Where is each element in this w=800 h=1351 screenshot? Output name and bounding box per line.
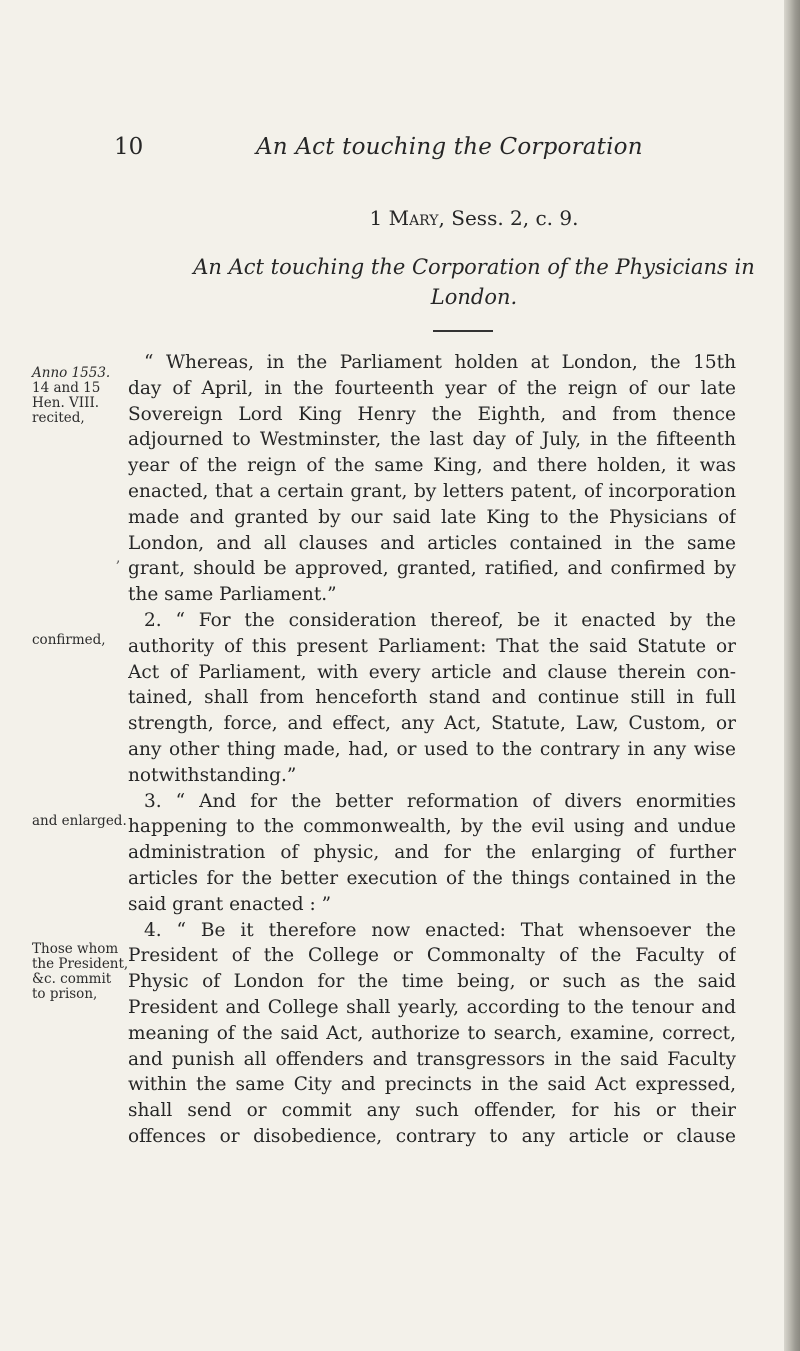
- margin-note-line: &c. commit: [32, 971, 112, 987]
- act-heading: [128, 206, 800, 312]
- margin-note-confirmed: [32, 633, 106, 648]
- text-line: articles for the better execution of the things contained in the: [128, 867, 736, 889]
- margin-note-line: Hen. VIII.: [32, 395, 100, 411]
- running-title: An Act touching the Corporation: [256, 134, 643, 160]
- text-line: London, and all clauses and articles contained in the same: [128, 532, 736, 554]
- text-line: shall send or commit any such offender, for his or their: [128, 1100, 736, 1122]
- text-line: adjourned to Westminster, the last day of July, in the fifteenth: [128, 429, 736, 451]
- text-line: tained, shall from henceforth stand and continue still in full: [128, 687, 736, 709]
- text-line: happening to the commonwealth, by the evil using and undue: [128, 816, 736, 838]
- margin-note-recited: [32, 366, 110, 426]
- act-title: [128, 252, 800, 312]
- act-citation: [128, 206, 800, 234]
- margin-notes: [0, 0, 128, 1351]
- page-number: 10: [114, 134, 144, 160]
- page-edge-shadow: [784, 0, 800, 1351]
- act-title-line-1: An Act touching the Corporation of the Physicians in: [193, 255, 755, 279]
- margin-note-line: and enlarged.: [32, 813, 127, 829]
- text-line: President of the College or Commonalty of the Faculty of: [128, 945, 736, 967]
- text-line: meaning of the said Act, authorize to search, examine, correct,: [128, 1022, 736, 1044]
- text-line: any other thing made, had, or used to the contrary in any wise: [128, 738, 736, 760]
- text-line: said grant enacted : ”: [128, 893, 332, 915]
- text-line: notwithstanding.”: [128, 764, 297, 786]
- margin-note-line: recited,: [32, 410, 85, 426]
- margin-note-line: confirmed,: [32, 632, 106, 648]
- text-line: President and College shall yearly, according to the tenour and: [128, 996, 736, 1018]
- text-line: day of April, in the fourteenth year of the reign of our late: [128, 377, 736, 399]
- citation-rest: , Sess. 2, c. 9.: [438, 206, 579, 230]
- text-line: 3. “ And for the better reformation of divers enormities: [144, 790, 736, 812]
- stray-mark: ,: [116, 550, 121, 566]
- text-line: offences or disobedience, contrary to any article or clause: [128, 1125, 736, 1147]
- text-line: 2. “ For the consideration thereof, be it enacted by the: [144, 609, 736, 631]
- text-line: “ Whereas, in the Parliament holden at London, the 15th: [144, 352, 736, 373]
- text-line: administration of physic, and for the enlarging of further: [128, 842, 736, 864]
- statute-body: [128, 350, 736, 1150]
- margin-note-those-whom: [32, 942, 128, 1002]
- margin-note-line: Anno 1553.: [32, 365, 111, 381]
- text-line: authority of this present Parliament: That the said Statute or: [128, 635, 736, 657]
- text-line: 4. “ Be it therefore now enacted: That whensoever the: [144, 919, 736, 941]
- margin-note-line: to prison,: [32, 986, 98, 1002]
- margin-note-enlarged: [32, 814, 127, 829]
- citation-prefix: 1: [369, 206, 383, 230]
- citation-name: Mary: [388, 206, 439, 230]
- text-line: Act of Parliament, with every article and clause therein con-: [128, 661, 736, 683]
- text-line: within the same City and precincts in the said Act expressed,: [128, 1074, 736, 1096]
- text-line: enacted, that a certain grant, by letters patent, of incorporation: [128, 480, 736, 502]
- heading-divider-rule: [433, 330, 493, 332]
- text-line: Physic of London for the time being, or such as the said: [128, 971, 736, 993]
- text-line: year of the reign of the same King, and there holden, it was: [128, 455, 736, 477]
- text-line: strength, force, and effect, any Act, Statute, Law, Custom, or: [128, 713, 736, 735]
- margin-note-line: Those whom: [32, 941, 119, 957]
- act-title-line-2: London.: [430, 285, 518, 309]
- text-line: grant, should be approved, granted, ratified, and confirmed by: [128, 558, 736, 580]
- text-line: the same Parliament.”: [128, 584, 337, 606]
- margin-note-line: the President,: [32, 956, 129, 972]
- text-line: Sovereign Lord King Henry the Eighth, and from thence: [128, 403, 736, 425]
- text-line: and punish all offenders and transgressors in the said Faculty: [128, 1048, 736, 1070]
- margin-note-line: 14 and 15: [32, 380, 101, 396]
- text-line: made and granted by our said late King to the Physicians of: [128, 506, 736, 528]
